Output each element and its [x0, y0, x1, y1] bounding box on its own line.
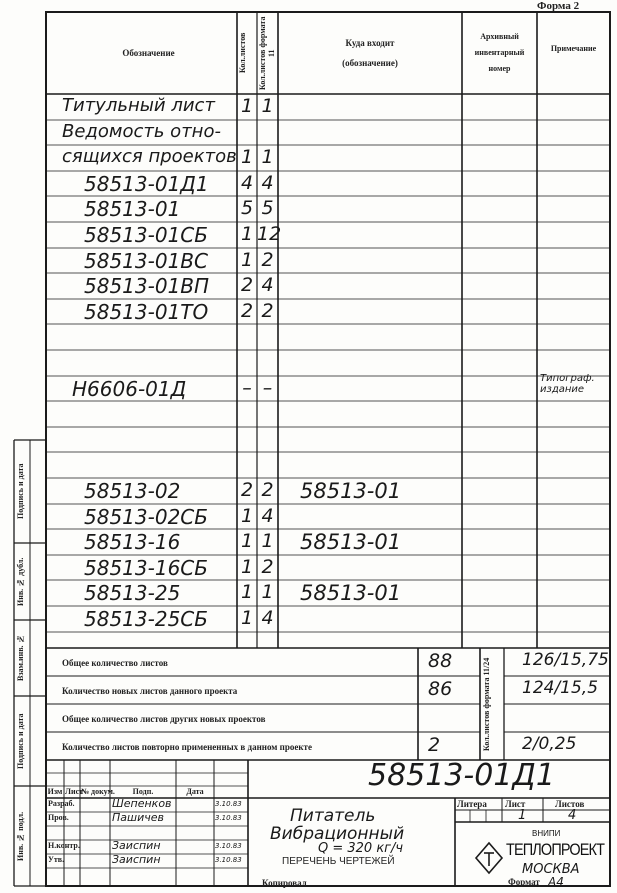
litera-label: Литера: [457, 799, 487, 809]
format-label: Формат: [508, 877, 540, 887]
row-sheets: 1: [240, 95, 254, 117]
title-block-col-header: Дата: [186, 787, 204, 796]
row-designation: 58513-25: [84, 581, 181, 605]
title-block-col-header: Изм: [47, 787, 63, 796]
title-block-role: Н.контр.: [48, 841, 80, 850]
summary-count: 88: [428, 650, 453, 672]
row-sheets: 1: [240, 505, 254, 527]
copied-label: Копировал: [262, 878, 307, 888]
org-small: ВНИПИ: [532, 829, 561, 838]
teploproekt-logo-icon: [476, 843, 502, 873]
row-sheets-format: 4: [261, 172, 274, 194]
title-line-2: Вибрационный: [270, 824, 405, 844]
row-designation: 58513-01: [84, 197, 181, 221]
row-designation: Ведомость отно-: [62, 121, 221, 142]
row-note: Типограф. издание: [540, 373, 595, 395]
row-designation: 58513-02СБ: [84, 505, 208, 529]
side-label: Инв. № дубл.: [16, 557, 25, 606]
sheet-value: 1: [518, 808, 527, 823]
row-sheets-format: 2: [261, 249, 274, 271]
row-designation: Титульный лист: [62, 95, 215, 116]
row-sheets: 2: [240, 479, 254, 501]
row-designation: сящихся проектов: [62, 146, 237, 167]
row-included-in: 58513-01: [300, 581, 402, 605]
row-designation: 58513-16СБ: [84, 556, 208, 580]
side-label: Инв. № подл.: [16, 811, 25, 861]
row-sheets-format: 2: [261, 479, 274, 501]
header-included-in: Куда входит: [345, 38, 395, 48]
row-sheets-format: 5: [261, 197, 274, 219]
summary-count: 86: [428, 678, 453, 700]
row-sheets: 1: [240, 249, 254, 271]
row-sheets-format: 1: [261, 581, 274, 603]
header-archive-l2: инвентарный: [474, 48, 525, 57]
header-archive-l1: Архивный: [480, 32, 519, 41]
row-sheets: 5: [240, 197, 254, 219]
row-designation: 58513-01ТО: [84, 300, 209, 324]
title-block-col-header: Подп.: [132, 787, 154, 796]
header-note: Примечание: [550, 44, 597, 53]
row-sheets: 1: [240, 607, 254, 629]
summary-label: Количество новых листов данного проекта: [62, 686, 238, 696]
title-block-name: Заиспин: [112, 853, 161, 866]
row-included-in: 58513-01: [300, 530, 402, 554]
summary-format-column-label: Кол.листов формата 11/24: [482, 657, 491, 751]
row-sheets: 2: [240, 300, 254, 322]
row-sheets-format: 2: [261, 300, 274, 322]
sheets-value: 4: [568, 808, 577, 823]
summary-count: 2: [428, 734, 441, 756]
header-archive-l3: номер: [488, 64, 511, 73]
title-block-name: Пашичев: [112, 811, 164, 824]
row-designation: 58513-01СБ: [84, 223, 208, 247]
row-sheets: 4: [240, 172, 254, 194]
row-designation: 58513-16: [84, 530, 181, 554]
title-block-col-header: Лист: [65, 787, 84, 796]
row-designation: 58513-02: [84, 479, 181, 503]
row-sheets-format: 4: [261, 274, 274, 296]
row-sheets-format: 4: [261, 505, 274, 527]
row-designation: Н6606-01Д: [72, 377, 187, 401]
org-name: ТЕПЛОПРОЕКТ: [506, 840, 605, 859]
row-designation: 58513-01ВП: [84, 274, 210, 298]
row-sheets-format: –: [262, 377, 273, 399]
title-line-1: Питатель: [290, 806, 376, 826]
row-sheets-format: 4: [261, 607, 274, 629]
summary-format-count: 124/15,5: [522, 678, 599, 698]
header-included-in-sub: (обозначение): [342, 58, 398, 68]
header-designation: Обозначение: [122, 48, 175, 58]
row-designation: 58513-25СБ: [84, 607, 208, 631]
form-label: Форма 2: [537, 0, 580, 12]
doc-number: 58513-01Д1: [368, 758, 555, 793]
summary-label: Количество листов повторно примененных в данном проекте: [62, 742, 312, 752]
row-sheets-format: 12: [257, 223, 282, 245]
title-line-4: ПЕРЕЧЕНЬ ЧЕРТЕЖЕЙ: [282, 856, 395, 867]
summary-label: Общее количество листов: [62, 658, 168, 668]
sheet-label: Лист: [505, 799, 526, 809]
row-sheets: 1: [240, 223, 254, 245]
summary-format-count: 2/0,25: [522, 734, 577, 754]
header-sheet-count: Кол.листов: [238, 32, 247, 74]
row-sheets: 1: [240, 146, 254, 168]
row-designation: 58513-01Д1: [84, 172, 209, 196]
title-block-name: Заиспин: [112, 839, 161, 852]
title-block-date: 3.10.83: [215, 814, 242, 822]
side-label: Подпись и дата: [16, 713, 25, 769]
row-sheets: 1: [240, 556, 254, 578]
title-block-date: 3.10.83: [215, 856, 242, 864]
header-sheet-count-format: Кол.листов формата 11: [258, 16, 276, 90]
title-block-role: Разраб.: [48, 799, 75, 808]
title-block-col-header: № докум.: [81, 787, 115, 796]
row-sheets-format: 1: [261, 95, 274, 117]
summary-label: Общее количество листов других новых проектов: [62, 714, 266, 724]
row-sheets-format: 1: [261, 530, 274, 552]
sheets-label: Листов: [555, 799, 585, 809]
title-block-role: Пров.: [48, 813, 69, 822]
row-sheets-format: 1: [261, 146, 274, 168]
format-value: А4: [548, 875, 564, 889]
row-sheets: 2: [240, 274, 254, 296]
title-block-name: Шепенков: [112, 797, 172, 810]
title-block-date: 3.10.83: [215, 842, 242, 850]
row-sheets-format: 2: [261, 556, 274, 578]
summary-format-count: 126/15,75: [522, 650, 609, 670]
title-block-date: 3.10.83: [215, 800, 242, 808]
row-sheets: –: [242, 377, 252, 399]
side-label: Подпись и дата: [16, 463, 25, 520]
title-line-3: Q = 320 кг/ч: [318, 841, 404, 856]
title-block-role: Утв.: [48, 855, 65, 864]
row-included-in: 58513-01: [300, 479, 402, 503]
row-designation: 58513-01ВС: [84, 249, 208, 273]
row-sheets: 1: [240, 581, 254, 603]
city: МОСКВА: [522, 862, 580, 877]
side-label: Взам.инв. №: [16, 634, 25, 682]
row-sheets: 1: [240, 530, 254, 552]
